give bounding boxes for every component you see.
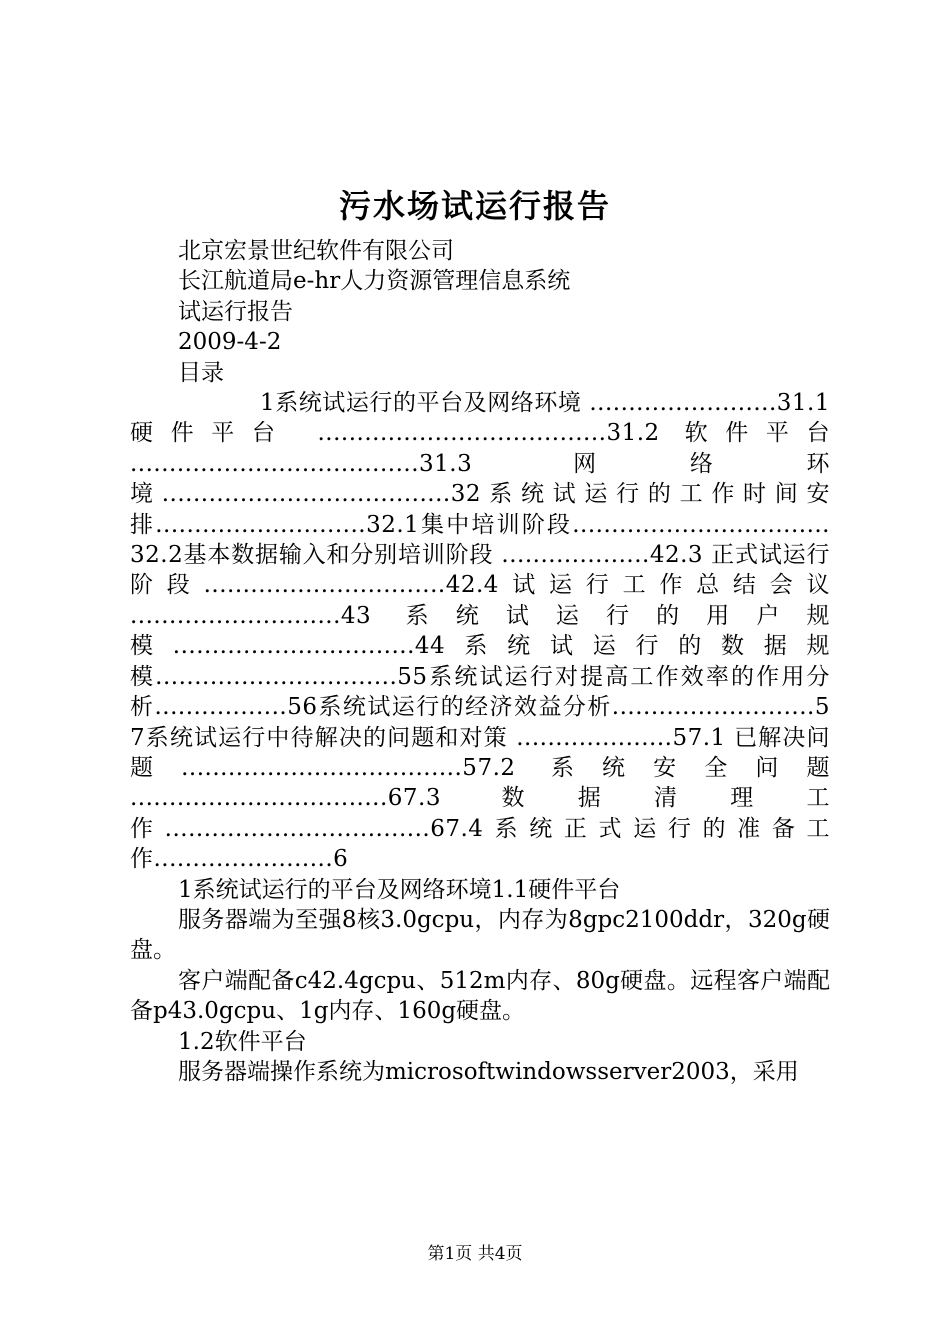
paragraph: 1系统试运行的平台及网络环境1.1硬件平台 bbox=[178, 876, 621, 903]
document-body bbox=[130, 236, 830, 1087]
paragraph: 1.2软件平台 bbox=[178, 1028, 307, 1055]
company-name: 北京宏景世纪软件有限公司 bbox=[178, 238, 454, 264]
paragraph: 客户端配备c42.4gcpu、512m内存、80g硬盘。远程客户端配备p43.0gcpu、1g内存、160g硬盘。 bbox=[130, 967, 830, 1025]
document-title: 污水场试运行报告 bbox=[338, 187, 611, 225]
table-of-contents: 1系统试运行的平台及网络环境 ........................31.1 硬件平台 .....................................31.2 软件平台 .....................................31.3 网络环境.....................................32系统试运行的工作时间安排...........................32.1集中培训阶段.................................32.2基本数据输入和分别培训阶段 ...................42.3 正式试运行阶段...............................42.4试运行工作总结会议 ...........................43 系统试运行的用户规模...............................44系统试运行的数据规模...............................55系统试运行对提高工作效率的作用分析.................56系统试运行的经济效益分析..........................57系统试运行中待解决的问题和对策 ....................57.1 已解决问题....................................57.2 系统安全问题 .................................67.3 数据清理工作..................................67.4系统正式运行的准备工作.......................6 bbox=[130, 390, 830, 873]
paragraph: 服务器端为至强8核3.0gcpu，内存为8gpc2100ddr，320g硬盘。 bbox=[130, 906, 830, 964]
page-number-footer: 第1页 共4页 bbox=[427, 1244, 523, 1264]
report-name: 试运行报告 bbox=[178, 298, 293, 325]
paragraph: 服务器端操作系统为microsoftwindowsserver2003，采用 bbox=[178, 1058, 799, 1085]
toc-heading: 目录 bbox=[178, 359, 224, 386]
project-name: 长江航道局e-hr人力资源管理信息系统 bbox=[178, 268, 571, 295]
report-date: 2009-4-2 bbox=[178, 329, 282, 356]
